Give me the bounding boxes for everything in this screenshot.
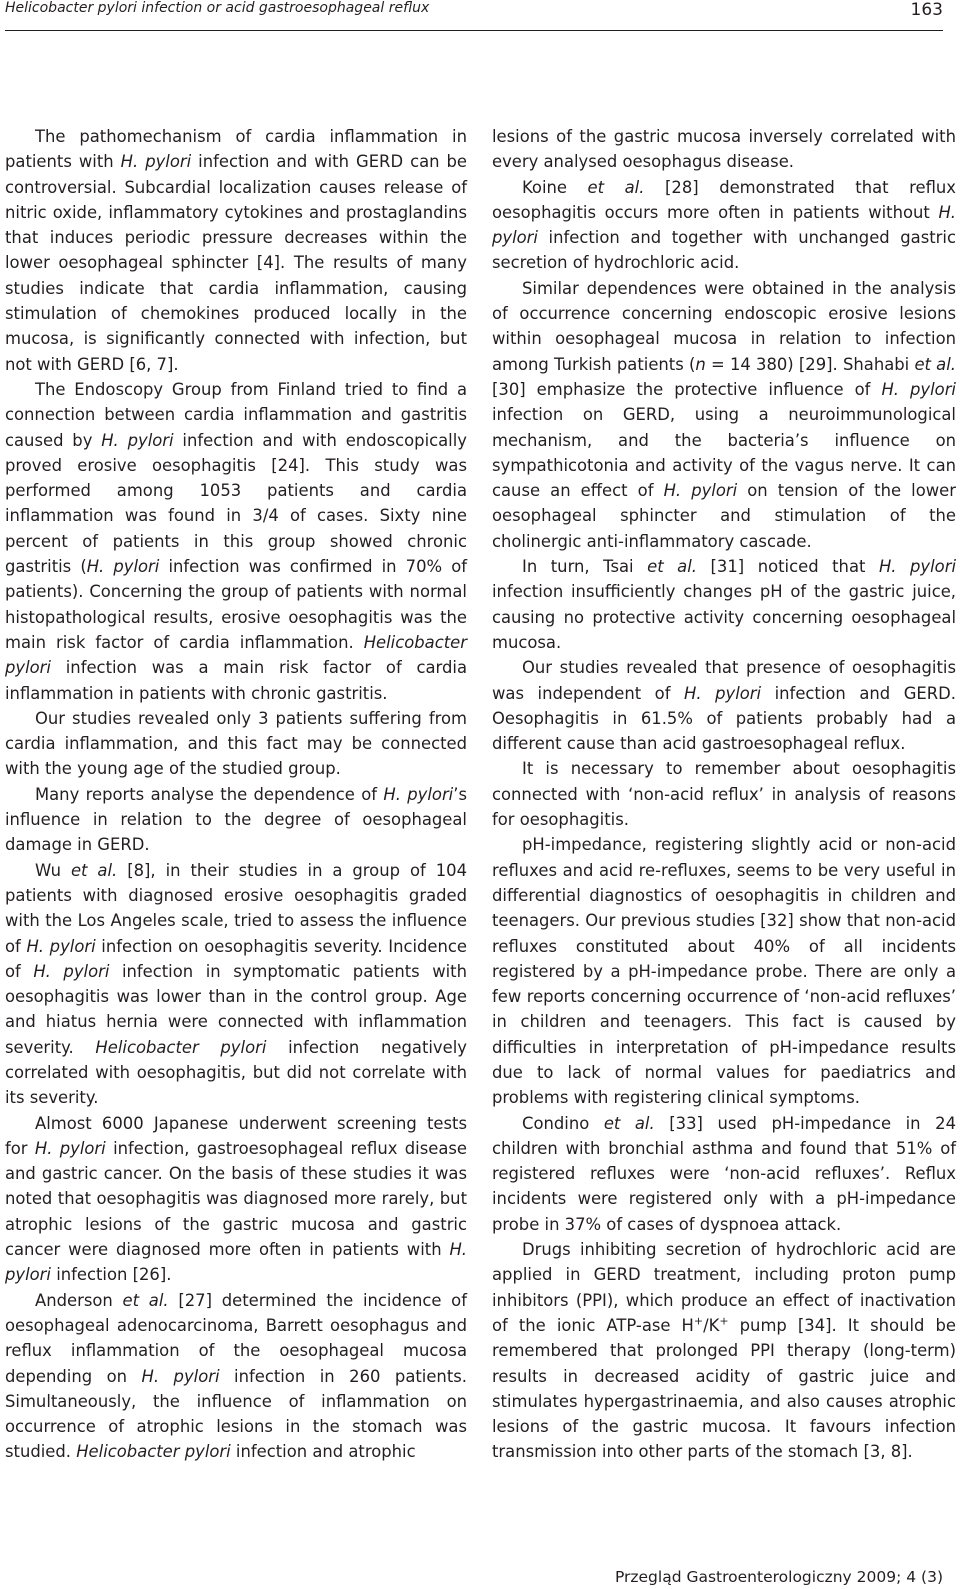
text-run: infection negatively correlated with oesophagitis, but did not correlate with its severity. xyxy=(5,1037,467,1108)
text-run: infection in symptomatic patients with oesophagitis was lower than in the control group. Age and hiatus hernia were connected with inflammation severity. xyxy=(5,961,467,1057)
page-header xyxy=(5,0,943,30)
text-run: Koine xyxy=(522,177,588,197)
text-run: [31] noticed that xyxy=(696,557,879,577)
italic-run: et al. xyxy=(647,557,697,577)
text-run: [30] emphasize the protective influence of xyxy=(492,379,882,399)
text-run: lesions of the gastric mucosa inversely correlated with every analysed oesophagus disease. xyxy=(492,127,956,172)
text-run: /K xyxy=(703,1315,720,1335)
text-run: infection, gastroesophageal reflux disease and gastric cancer. On the basis of these studies it was noted that oesophagitis was diagnosed more rarely, but atrophic lesions of the gastric mucosa and gastric cancer were diagnosed more often in patients with xyxy=(5,1138,467,1260)
italic-run: H. pylori xyxy=(26,936,96,956)
header-rule xyxy=(5,30,943,31)
text-run: Our studies revealed that presence of oesophagitis was independent of xyxy=(492,658,956,703)
italic-run: H. pylori xyxy=(141,1366,220,1386)
journal-citation: Przegląd Gastroenterologiczny 2009; 4 (3) xyxy=(614,1568,943,1586)
text-run: Our studies revealed only 3 patients suffering from cardia inflammation, and this fact may be connected with the young age of the studied group. xyxy=(5,708,467,779)
page-number: 163 xyxy=(910,0,943,20)
text-run: infection was a main risk factor of cardia inflammation in patients with chronic gastritis. xyxy=(5,658,467,703)
text-run: = 14 380) [29]. Shahabi xyxy=(705,354,915,374)
italic-run: n xyxy=(695,354,706,374)
italic-run: et al. xyxy=(587,177,645,197)
italic-run: H. pylori xyxy=(881,379,956,399)
paragraph xyxy=(5,124,467,377)
right-column xyxy=(492,124,956,1465)
text-run: Many reports analyse the dependence of xyxy=(35,784,384,804)
italic-run: H. pylori xyxy=(34,1138,106,1158)
paragraph xyxy=(492,554,956,655)
paragraph xyxy=(5,1111,467,1288)
italic-run: et al. xyxy=(603,1113,655,1133)
text-run: infection insufficiently changes pH of the gastric juice, causing no protective activity concerning oesophageal mucosa. xyxy=(492,582,956,652)
text-run: [27] determined the incidence of oesophageal adenocarcinoma, Barrett oesophagus and reflux inflammation of the oesophageal mucosa depending on xyxy=(5,1290,467,1386)
italic-run: et al. xyxy=(914,354,956,374)
italic-run: H. pylori xyxy=(878,557,956,577)
italic-run: H. pylori xyxy=(383,784,454,804)
paragraph xyxy=(492,276,956,554)
paragraph xyxy=(5,782,467,858)
text-run: infection and with endoscopically proved erosive oesophagitis [24]. This study was performed among 1053 patients and cardia inflammation was found in 3/4 of cases. Sixty nine percent of patients in this group showed chronic gastritis ( xyxy=(5,430,467,577)
text-run: infection was confirmed in 70% of patients). Concerning the group of patients with normal histopathological results, erosive oesophagitis was the main risk factor of cardia inflammation. xyxy=(5,557,467,652)
paragraph xyxy=(492,175,956,276)
paragraph xyxy=(492,124,956,175)
text-run: Anderson xyxy=(35,1290,123,1310)
paragraph xyxy=(492,1111,956,1237)
text-run: infection in 260 patients. Simultaneously, the influence of inflammation on occurrence of atrophic lesions in the stomach was studied. xyxy=(5,1366,467,1462)
paragraph xyxy=(5,858,467,1111)
text-run: Almost 6000 Japanese underwent screening tests for xyxy=(5,1113,467,1158)
text-run: [8], in their studies in a group of 104 patients with diagnosed erosive oesophagitis graded with the Los Angeles scale, tried to assess the influence of xyxy=(5,860,467,956)
text-run: infection [26]. xyxy=(50,1265,172,1285)
text-run: infection on oesophagitis severity. Incidence of xyxy=(5,936,467,981)
paragraph xyxy=(5,706,467,782)
text-run: The Endoscopy Group from Finland tried to find a connection between cardia inflammation and gastritis caused by xyxy=(5,379,467,450)
text-run: Drugs inhibiting secretion of hydrochloric acid are applied in GERD treatment, including proton pump inhibitors (PPI), which produce an effect of inactivation of the ionic ATP-ase H xyxy=(492,1240,956,1335)
paragraph xyxy=(5,377,467,706)
italic-run: H. pylori xyxy=(663,481,738,501)
running-title: Helicobacter pylori infection or acid gastroesophageal reflux xyxy=(5,0,430,16)
text-run: on tension of the lower oesophageal sphincter and stimulation of the cholinergic anti-inflammatory cascade. xyxy=(492,481,956,551)
italic-run: Helicobacter pylori xyxy=(76,1442,231,1462)
text-run: infection and together with unchanged gastric secretion of hydrochloric acid. xyxy=(492,228,956,273)
text-run: Similar dependences were obtained in the analysis of occurrence concerning endoscopic erosive lesions within oesophageal mucosa in relation to infection among Turkish patients ( xyxy=(492,278,956,374)
text-run: infection on GERD, using a neuroimmunological mechanism, and the bacteria’s influence on sympathicotonia and activity of the vagus nerve. It can cause an effect of xyxy=(492,405,956,501)
italic-run: et al. xyxy=(70,860,118,880)
italic-run: H. pylori xyxy=(120,152,192,172)
italic-run: H. pylori xyxy=(33,961,110,981)
text-run: The pathomechanism of cardia inflammation in patients with xyxy=(5,127,467,172)
text-run: Condino xyxy=(522,1113,604,1133)
text-run: infection and with GERD can be controversial. Subcardial localization causes release of nitric oxide, inflammatory cytokines and prostaglandins that induces periodic pressure decreases within the lower oesophageal sphincter [4]. The results of many studies indicate that cardia inflammation, causing stimulation of chemokines produced locally in the mucosa, is significantly connected with infection, but not with GERD [6, 7]. xyxy=(5,152,467,374)
italic-run: H. pylori xyxy=(101,430,174,450)
paragraph xyxy=(492,832,956,1110)
text-run: ’s influence in relation to the degree of oesophageal damage in GERD. xyxy=(5,784,467,855)
left-column xyxy=(5,124,467,1465)
paragraph xyxy=(492,655,956,756)
superscript: + xyxy=(693,1314,704,1328)
italic-run: H. pylori xyxy=(5,1240,467,1285)
italic-run: H. pylori xyxy=(684,683,762,703)
text-run: In turn, Tsai xyxy=(522,557,648,577)
text-run: [33] used pH-impedance in 24 children with bronchial asthma and found that 51% of registered refluxes were ‘non-acid refluxes’. Reflux incidents were registered only with a pH-impedance probe in 37% of cases of dyspnoea attack. xyxy=(492,1113,956,1234)
italic-run: H. pylori xyxy=(86,557,160,577)
superscript: + xyxy=(719,1314,729,1328)
italic-run: Helicobacter pylori xyxy=(5,632,467,678)
paragraph xyxy=(5,1288,467,1465)
text-run: pH-impedance, registering slightly acid or non-acid refluxes and acid re-refluxes, seems to be very useful in differential diagnostics of oesophagitis in children and teenagers. Our previous studies [32] show that non-acid refluxes constituted about 40% of all incidents registered by a pH-impedance probe. There are only a few reports concerning occurrence of ‘non-acid refluxes’ in children and teenagers. This fact is caused by difficulties in interpretation of pH-impedance results due to lack of normal values for paediatrics and problems with registering clinical symptoms. xyxy=(492,835,956,1108)
text-run: It is necessary to remember about oesophagitis connected with ‘non-acid reflux’ in analysis of reasons for oesophagitis. xyxy=(492,759,956,830)
paragraph xyxy=(492,756,956,832)
text-run: infection and GERD. Oesophagitis in 61.5% of patients probably had a different cause than acid gastroesophageal reflux. xyxy=(492,683,957,754)
italic-run: et al. xyxy=(122,1290,169,1310)
italic-run: H. pylori xyxy=(492,202,956,248)
text-run: [28] demonstrated that reflux oesophagitis occurs more often in patients without xyxy=(492,177,957,222)
text-run: infection and atrophic xyxy=(230,1442,416,1462)
text-run: pump [34]. It should be remembered that prolonged PPI therapy (long-term) results in decreased acidity of gastric juice and stimulates hypergastrinaemia, and also causes atrophic lesions of the gastric mucosa. It favours infection transmission into other parts of the stomach [3, 8]. xyxy=(492,1315,956,1462)
paragraph xyxy=(492,1237,956,1465)
text-run: Wu xyxy=(35,860,71,880)
italic-run: Helicobacter pylori xyxy=(95,1037,267,1057)
